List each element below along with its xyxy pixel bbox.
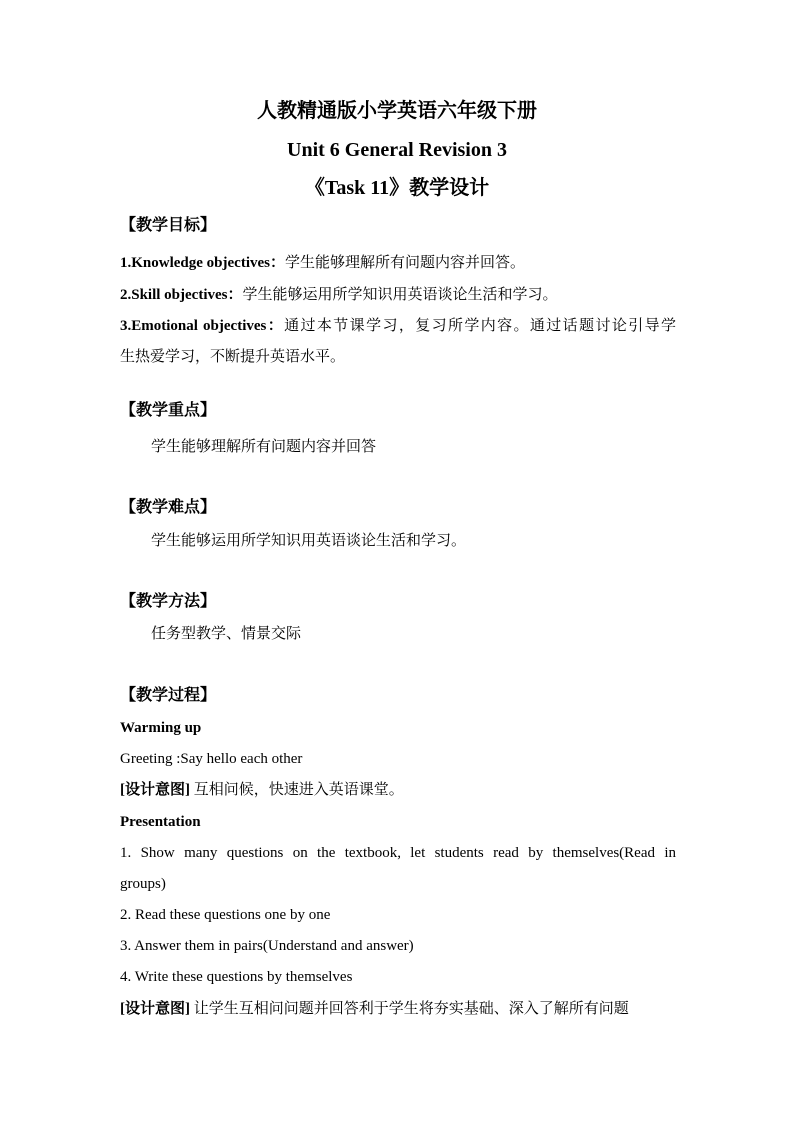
design-intent-label: [设计意图]: [120, 1001, 190, 1017]
objectives-heading: 【教学目标】: [120, 217, 217, 234]
document-title-task: 《Task 11》教学设计: [304, 177, 490, 199]
presentation-step: 2. Read these questions one by one: [120, 907, 331, 923]
objective-text: 通过本节课学习，复习所学内容。通过话题讨论引导学: [284, 318, 676, 334]
presentation-step: 1. Show many questions on the textbook, let students read by themselves(Read in: [120, 845, 676, 861]
design-intent-label: [设计意图]: [120, 782, 190, 798]
objective-text: 学生能够运用所学知识用英语谈论生活和学习。: [242, 287, 558, 303]
presentation-step-cont: groups): [120, 876, 166, 892]
design-intent-1: [120, 780, 676, 800]
design-intent-2: [120, 999, 676, 1019]
key-points-text: 学生能够理解所有问题内容并回答: [151, 439, 377, 455]
objective-emotional: [120, 316, 676, 336]
difficulties-text: 学生能够运用所学知识用英语谈论生活和学习。: [151, 533, 467, 549]
key-points-heading: 【教学重点】: [120, 402, 217, 419]
warming-up-label: Warming up: [120, 720, 202, 736]
presentation-step: 3. Answer them in pairs(Understand and answer): [120, 938, 414, 954]
objective-text: 学生能够理解所有问题内容并回答。: [284, 255, 525, 271]
objective-label: 1.Knowledge objectives：: [120, 255, 285, 271]
process-heading: 【教学过程】: [120, 687, 217, 704]
design-intent-text: 互相问候，快速进入英语课堂。: [190, 782, 404, 798]
objective-label: 2.Skill objectives：: [120, 287, 243, 303]
methods-heading: 【教学方法】: [120, 593, 217, 610]
objective-label: 3.Emotional objectives：: [120, 318, 285, 334]
document-title-unit: Unit 6 General Revision 3: [287, 139, 507, 161]
objective-emotional-cont: 生热爱学习，不断提升英语水平。: [120, 349, 346, 365]
objective-knowledge: [120, 253, 676, 273]
greeting-text: Greeting :Say hello each other: [120, 751, 303, 767]
document-title-grade: 人教精通版小学英语六年级下册: [257, 100, 537, 122]
design-intent-text: 让学生互相问问题并回答利于学生将夯实基础、深入了解所有问题: [190, 1001, 629, 1017]
difficulties-heading: 【教学难点】: [120, 499, 217, 516]
methods-text: 任务型教学、情景交际: [151, 626, 302, 642]
presentation-step: 4. Write these questions by themselves: [120, 969, 353, 985]
presentation-label: Presentation: [120, 814, 201, 830]
objective-skill: [120, 285, 676, 305]
